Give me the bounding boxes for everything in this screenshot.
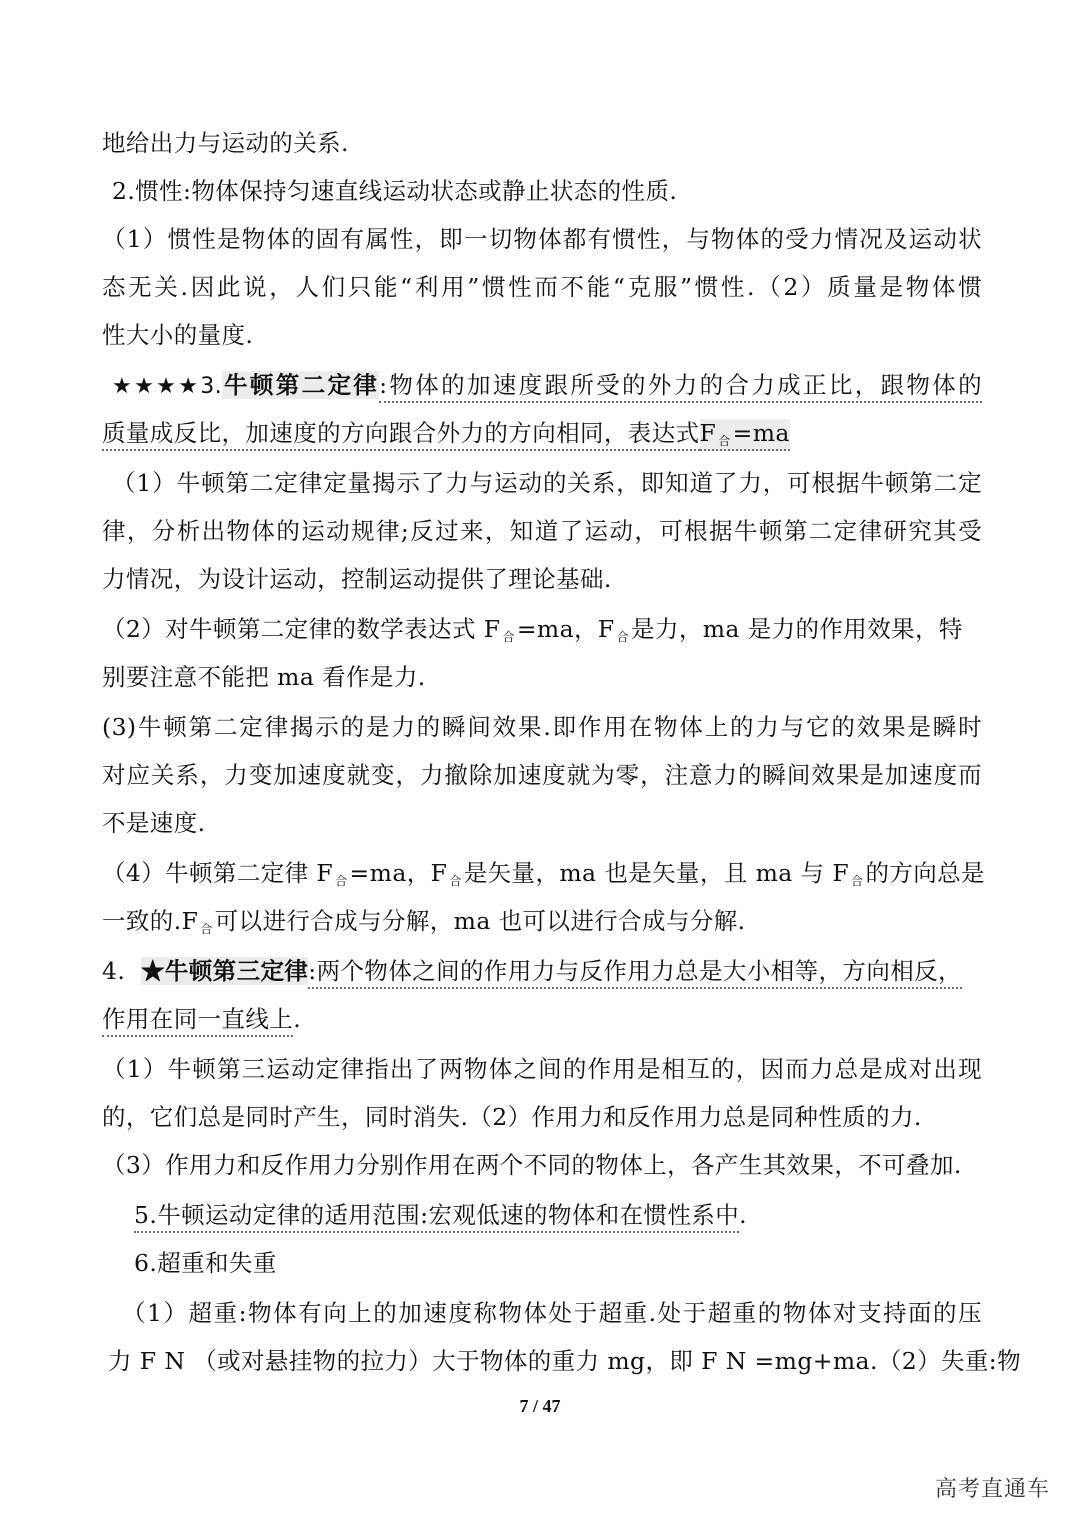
text-line: 性大小的量度. <box>102 321 254 349</box>
law-definition: 质量成反比，加速度的方向跟合外力的方向相同，表达式 <box>102 419 700 451</box>
text-line: 的，它们总是同时产生，同时消失.（2）作用力和反作用力总是同种性质的力. <box>102 1103 922 1131</box>
text-line: （1）超重:物体有向上的加速度称物体处于超重.处于超重的物体对支持面的压 <box>122 1299 982 1327</box>
text-line: 力 F N （或对悬挂物的拉力）大于物体的重力 mg，即 F N =mg+ma.（2）失重:物 <box>108 1347 1021 1375</box>
text-line: 对应关系，力变加速度就变，力撤除加速度就为零，注意力的瞬间效果是加速度而 <box>102 761 982 789</box>
text-line: （1）惯性是物体的固有属性，即一切物体都有惯性，与物体的受力情况及运动状 <box>102 225 982 253</box>
law-term: ★牛顿第三定律 <box>140 957 309 985</box>
formula: F $_合$=ma <box>700 419 790 451</box>
law-definition: :物体的加速度跟所受的外力的合力成正比，跟物体的 <box>379 371 982 403</box>
text-line <box>102 416 1080 458</box>
text-line: 一致的.F $_合$可以进行合成与分解，ma 也可以进行合成与分解. <box>102 907 746 936</box>
law-term: 牛顿第二定律 <box>222 371 380 399</box>
watermark: 高考直通车 <box>934 1477 1050 1502</box>
text-line: (3)牛顿第二定律揭示的是力的瞬间效果.即作用在物体上的力与它的效果是瞬时 <box>102 713 982 741</box>
star-rating: ★★★★3. <box>112 374 223 399</box>
text-line: 2.惯性:物体保持匀速直线运动状态或静止状态的性质. <box>112 177 678 205</box>
text-line: （3）作用力和反作用力分别作用在两个不同的物体上，各产生其效果，不可叠加. <box>102 1151 962 1179</box>
text-line: 作用在同一直线上. <box>102 1002 1080 1036</box>
law-definition: 作用在同一直线上 <box>102 1005 293 1037</box>
text-line: （1）牛顿第三运动定律指出了两物体之间的作用是相互的，因而力总是成对出现 <box>102 1055 982 1083</box>
text-line: （1）牛顿第二定律定量揭示了力与运动的关系，即知道了力，可根据牛顿第二定 <box>112 469 982 497</box>
text-line: 律，分析出物体的运动规律;反过来，知道了运动，可根据牛顿第二定律研究其受 <box>102 517 982 545</box>
law-definition: :两个物体之间的作用力与反作用力总是大小相等，方向相反， <box>308 957 962 989</box>
page-number: 7 / 47 <box>519 1396 561 1416</box>
text-line: 别要注意不能把 ma 看作是力. <box>102 663 426 691</box>
text-line: 地给出力与运动的关系. <box>102 129 349 157</box>
text-line: 态无关.因此说，人们只能“利用”惯性而不能“克服”惯性.（2）质量是物体惯 <box>102 273 982 301</box>
text-line: 5.牛顿运动定律的适用范围:宏观低速的物体和在惯性系中. <box>134 1198 1080 1232</box>
law-scope: 5.牛顿运动定律的适用范围:宏观低速的物体和在惯性系中 <box>134 1201 739 1233</box>
text-line: 不是速度. <box>102 809 206 837</box>
item-number: 4. <box>102 957 126 985</box>
text-line: （2）对牛顿第二定律的数学表达式 F $_合$=ma，F $_合$是力，ma 是力的作用效果，特 <box>102 615 963 644</box>
text-line: 力情况，为设计运动，控制运动提供了理论基础. <box>102 565 612 593</box>
section-heading: 6.超重和失重 <box>134 1249 277 1277</box>
newton-second-law-heading <box>112 368 982 404</box>
text-line: （4）牛顿第二定律 F $_合$=ma，F $_合$是矢量，ma 也是矢量，且 ma 与 F $_合$的方向总是 <box>102 859 985 888</box>
newton-third-law-heading <box>102 954 1080 988</box>
